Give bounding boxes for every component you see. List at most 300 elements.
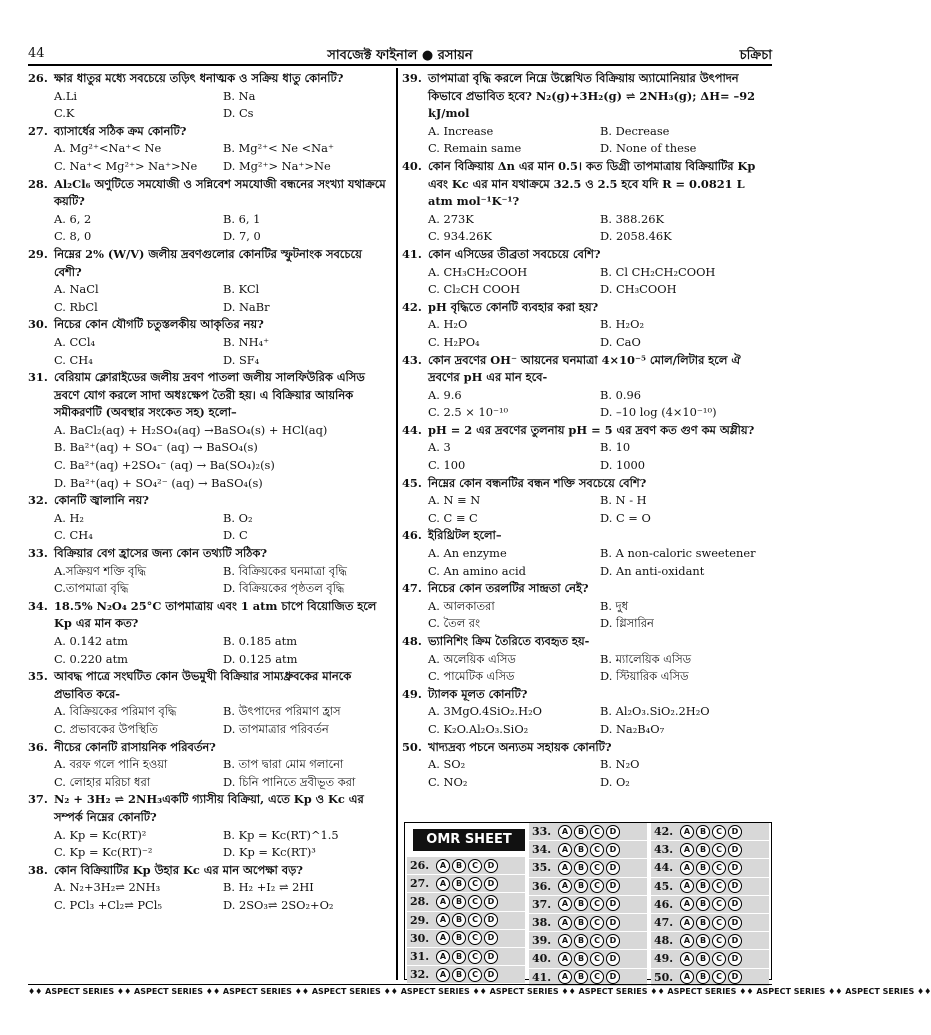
option-list: [402, 492, 772, 527]
answer-option[interactable]: C. পামেটিক এসিড: [428, 669, 515, 684]
answer-option[interactable]: C. H₂PO₄: [428, 334, 480, 349]
omr-question-number: 35.: [532, 861, 552, 875]
answer-option[interactable]: A. CH₃CH₂COOH: [428, 264, 528, 279]
omr-bubble[interactable]: B: [574, 861, 588, 875]
omr-bubble[interactable]: A: [558, 879, 572, 893]
omr-bubble[interactable]: D: [606, 825, 620, 839]
answer-option[interactable]: B. Al₂O₃.SiO₂.2H₂O: [600, 704, 710, 719]
answer-option[interactable]: D. চিনি পানিতে দ্রবীভূত করা: [223, 774, 356, 789]
question-text: ট্যালক মূলত কোনটি?: [428, 686, 528, 701]
omr-question-number: 34.: [532, 843, 552, 857]
option-list: [28, 281, 392, 316]
question-text: কোন বিক্রিয়ায় Δn এর মান 0.5। কত ডিগ্রী তাপমাত্রায় বিক্রিয়াটির Kp এবং Kc এর মান যথাক্রমে 32.5 ও 2.5 হবে যদি R = 0.0821 L atm mol⁻¹K⁻¹?: [428, 158, 756, 209]
omr-bubble[interactable]: C: [590, 934, 604, 948]
question-number: 26.: [28, 71, 48, 85]
omr-bubble[interactable]: A: [680, 897, 694, 911]
answer-option[interactable]: B. N₂O: [600, 757, 640, 772]
answer-option[interactable]: A. 273K: [428, 211, 474, 226]
omr-bubble[interactable]: A: [436, 877, 450, 891]
answer-option[interactable]: A. 9.6: [428, 387, 462, 402]
omr-bubble[interactable]: C: [468, 931, 482, 945]
page-number: 44: [28, 46, 45, 61]
answer-option[interactable]: C. 934.26K: [428, 229, 492, 244]
answer-option[interactable]: D. C = O: [600, 510, 651, 525]
answer-option[interactable]: A. বরফ গলে পানি হওয়া: [54, 757, 168, 772]
omr-bubble[interactable]: A: [680, 952, 694, 966]
omr-bubble[interactable]: A: [680, 861, 694, 875]
answer-option[interactable]: A. বিক্রিয়কের পরিমাণ বৃদ্ধি: [54, 704, 177, 719]
omr-row: [529, 823, 647, 841]
answer-option[interactable]: A. Mg²⁺<Na⁺< Ne: [54, 141, 162, 156]
answer-option[interactable]: C. C ≡ C: [428, 510, 478, 525]
answer-option[interactable]: A. SO₂: [428, 757, 466, 772]
question-stem: [402, 580, 772, 598]
answer-option[interactable]: D. 1000: [600, 458, 645, 473]
answer-option[interactable]: D. 0.125 atm: [223, 651, 298, 666]
option-list: [28, 422, 392, 492]
answer-option[interactable]: C. Cl₂CH COOH: [428, 282, 521, 297]
omr-bubble[interactable]: D: [606, 934, 620, 948]
answer-option[interactable]: B. বিক্রিয়কের ঘনমাত্রা বৃদ্ধি: [223, 563, 347, 578]
answer-option[interactable]: D. –10 log (4×10⁻¹⁰): [600, 405, 717, 420]
answer-option[interactable]: B. N - H: [600, 493, 647, 508]
omr-bubble[interactable]: A: [680, 934, 694, 948]
answer-option[interactable]: D. CaO: [600, 334, 641, 349]
omr-question-number: 41.: [532, 970, 552, 984]
answer-option[interactable]: B. Cl CH₂CH₂COOH: [600, 264, 716, 279]
omr-question-number: 45.: [654, 879, 674, 893]
question-stem: [28, 246, 392, 281]
answer-option[interactable]: D. C: [223, 528, 248, 543]
omr-bubble[interactable]: C: [590, 952, 604, 966]
answer-option[interactable]: D. তাপমাত্রার পরিবর্তন: [223, 721, 329, 736]
answer-option[interactable]: B. Mg²⁺< Ne <Na⁺: [223, 141, 334, 156]
question-number: 49.: [402, 686, 422, 701]
omr-bubble[interactable]: D: [728, 879, 742, 893]
omr-bubble[interactable]: D: [484, 913, 498, 927]
answer-option[interactable]: A. NaCl: [54, 282, 99, 297]
right-question-column: [402, 70, 772, 791]
question-item: [402, 633, 772, 686]
question-item: [28, 123, 392, 176]
omr-bubble[interactable]: B: [696, 934, 710, 948]
answer-option[interactable]: D. Mg²⁺> Na⁺>Ne: [223, 158, 331, 173]
omr-question-number: 38.: [532, 916, 552, 930]
question-text: ব্যাসার্ধের সঠিক ক্রম কোনটি?: [54, 123, 187, 138]
omr-bubble[interactable]: D: [728, 934, 742, 948]
answer-option[interactable]: A. BaCl₂(aq) + H₂SO₄(aq) →BaSO₄(s) + HCl(aq): [54, 422, 328, 437]
answer-option[interactable]: C. প্রভাবকের উপস্থিতি: [54, 721, 158, 736]
question-text: বেরিয়াম ক্লোরাইডের জলীয় দ্রবণ পাতলা জলীয় সালফিউরিক এসিড দ্রবণে যোগ করলে সাদা অধঃক্ষেপ তৈরী হয়। এ বিক্রিয়ার আয়নিক সমীকরণটি (অবস্থার সংকেত সহ) হলো–: [54, 370, 365, 420]
omr-bubble[interactable]: C: [590, 861, 604, 875]
omr-bubble[interactable]: D: [484, 877, 498, 891]
answer-option[interactable]: A. H₂: [54, 510, 84, 525]
omr-bubble[interactable]: A: [558, 952, 572, 966]
answer-option[interactable]: A. 3: [428, 440, 451, 455]
answer-option[interactable]: D. Cs: [223, 106, 254, 121]
omr-row: [407, 875, 525, 893]
omr-bubble[interactable]: B: [696, 897, 710, 911]
question-text: নিচের কোন তরলটির সান্দ্রতা নেই?: [428, 581, 589, 596]
answer-option[interactable]: D. O₂: [600, 774, 630, 789]
omr-bubble[interactable]: C: [468, 877, 482, 891]
omr-bubble[interactable]: B: [574, 970, 588, 984]
question-item: [402, 352, 772, 422]
omr-row: [651, 823, 769, 841]
omr-sheet: [404, 822, 772, 984]
omr-bubble[interactable]: D: [606, 879, 620, 893]
question-number: 50.: [402, 739, 422, 754]
omr-bubble[interactable]: A: [558, 861, 572, 875]
question-text: কোনটি জ্বালানি নয়?: [54, 493, 149, 508]
answer-option[interactable]: B. 0.185 atm: [223, 634, 298, 648]
option-list: [28, 334, 392, 369]
answer-option[interactable]: D. স্টিয়ারিক এসিড: [600, 669, 689, 684]
omr-question-number: 36.: [532, 879, 552, 893]
answer-option[interactable]: B. H₂ +I₂ ⇌ 2HI: [223, 880, 314, 895]
omr-bubble[interactable]: B: [452, 877, 466, 891]
question-item: [402, 527, 772, 580]
answer-option[interactable]: C. 8, 0: [54, 229, 92, 244]
omr-row: [529, 841, 647, 859]
omr-bubble[interactable]: D: [484, 950, 498, 964]
answer-option[interactable]: C. লোহার মরিচা ধরা: [54, 774, 151, 789]
question-item: [402, 422, 772, 475]
omr-bubble[interactable]: D: [728, 897, 742, 911]
question-text: নিচের কোন যৌগটি চতুস্তলকীয় আকৃতির নয়?: [54, 317, 264, 332]
question-item: [28, 70, 392, 123]
omr-bubble[interactable]: A: [558, 934, 572, 948]
answer-option[interactable]: B. Ba²⁺(aq) + SO₄⁻ (aq) → BaSO₄(s): [54, 440, 258, 455]
omr-bubble[interactable]: C: [712, 861, 726, 875]
question-stem: [28, 545, 392, 563]
question-number: 42.: [402, 299, 422, 314]
omr-bubble[interactable]: D: [606, 861, 620, 875]
answer-option[interactable]: B. NH₄⁺: [223, 334, 270, 349]
omr-question-number: 43.: [654, 843, 674, 857]
answer-option[interactable]: B. তাপ দ্বারা মোম গলানো: [223, 757, 344, 772]
omr-bubble[interactable]: C: [712, 843, 726, 857]
answer-option[interactable]: D. Na₂B₄O₇: [600, 721, 665, 736]
omr-row: [407, 966, 525, 984]
answer-option[interactable]: C. An amino acid: [428, 563, 526, 578]
answer-option[interactable]: D. An anti-oxidant: [600, 563, 705, 578]
answer-option[interactable]: A. Increase: [428, 123, 494, 138]
answer-option[interactable]: D. 7, 0: [223, 229, 261, 244]
question-item: [28, 668, 392, 738]
answer-option[interactable]: D. বিক্রিয়কের পৃষ্ঠতল বৃদ্ধি: [223, 581, 345, 596]
question-text: নীচের কোনটি রাসায়নিক পরিবর্তন?: [54, 739, 216, 754]
option-list: [402, 545, 772, 580]
answer-option[interactable]: C.K: [54, 106, 75, 121]
question-number: 45.: [402, 475, 422, 490]
omr-question-number: 31.: [410, 950, 430, 964]
omr-bubble[interactable]: C: [468, 913, 482, 927]
omr-question-number: 40.: [532, 952, 552, 966]
omr-bubble[interactable]: A: [436, 950, 450, 964]
answer-option[interactable]: C. CH₄: [54, 528, 93, 543]
omr-bubble[interactable]: A: [680, 916, 694, 930]
answer-option[interactable]: A. N ≡ N: [428, 493, 481, 508]
question-item: [402, 70, 772, 158]
omr-question-number: 44.: [654, 861, 674, 875]
omr-title: OMR SHEET: [413, 829, 525, 851]
omr-bubble[interactable]: D: [728, 970, 742, 984]
question-text: আবদ্ধ পাত্রে সংঘটিত কোন উভমুখী বিক্রিয়ার সাম্যধ্রুবকের মানকে প্রভাবিত করে-: [54, 669, 352, 701]
option-list: [28, 756, 392, 791]
answer-option[interactable]: A.সক্রিয়ণ শক্তি বৃদ্ধি: [54, 563, 147, 578]
answer-option[interactable]: C. Na⁺< Mg²⁺> Na⁺>Ne: [54, 158, 198, 173]
omr-row: [651, 878, 769, 896]
answer-option[interactable]: C. তৈল রং: [428, 616, 480, 631]
answer-option[interactable]: B. উৎপাদের পরিমাণ হ্রাস: [223, 704, 341, 719]
omr-row: [407, 948, 525, 966]
answer-option[interactable]: A. CCl₄: [54, 334, 96, 349]
answer-option[interactable]: B. দুধ: [600, 598, 628, 613]
answer-option[interactable]: A. আলকাতরা: [428, 598, 495, 613]
question-stem: [402, 527, 772, 545]
omr-bubble[interactable]: C: [590, 843, 604, 857]
question-text: নিম্নের 2% (W/V) জলীয় দ্রবণগুলোর কোনটির স্ফুটনাংক সবচেয়ে বেশী?: [54, 246, 362, 279]
answer-option[interactable]: A. H₂O: [428, 317, 468, 332]
omr-bubble[interactable]: B: [696, 825, 710, 839]
omr-bubble[interactable]: A: [680, 879, 694, 893]
answer-option[interactable]: D. NaBr: [223, 299, 270, 314]
omr-bubble[interactable]: A: [558, 825, 572, 839]
omr-bubble[interactable]: D: [484, 895, 498, 909]
answer-option[interactable]: C. Ba²⁺(aq) +2SO₄⁻ (aq) → Ba(SO₄)₂(s): [54, 458, 275, 473]
omr-bubble[interactable]: B: [574, 825, 588, 839]
omr-bubble[interactable]: D: [484, 968, 498, 982]
omr-bubble[interactable]: D: [484, 859, 498, 873]
answer-option[interactable]: B. Kp = Kc(RT)^1.5: [223, 827, 339, 842]
omr-bubble[interactable]: A: [436, 895, 450, 909]
answer-option[interactable]: C. NO₂: [428, 774, 468, 789]
omr-bubble[interactable]: A: [680, 843, 694, 857]
answer-option[interactable]: A. Kp = Kc(RT)²: [54, 827, 147, 842]
omr-bubble[interactable]: D: [728, 861, 742, 875]
omr-bubble[interactable]: D: [484, 931, 498, 945]
question-number: 35.: [28, 669, 48, 684]
omr-bubble[interactable]: B: [452, 895, 466, 909]
answer-option[interactable]: C. RbCl: [54, 299, 98, 314]
omr-bubble[interactable]: A: [436, 913, 450, 927]
omr-bubble[interactable]: D: [728, 843, 742, 857]
question-item: [28, 176, 392, 246]
answer-option[interactable]: A. N₂+3H₂⇌ 2NH₃: [54, 880, 161, 895]
question-stem: [402, 739, 772, 757]
omr-bubble[interactable]: A: [436, 859, 450, 873]
omr-bubble[interactable]: B: [452, 913, 466, 927]
omr-bubble[interactable]: D: [728, 952, 742, 966]
answer-option[interactable]: D. None of these: [600, 141, 697, 156]
answer-option[interactable]: B. Na: [223, 88, 256, 103]
answer-option[interactable]: B. H₂O₂: [600, 317, 645, 332]
question-number: 31.: [28, 370, 48, 385]
omr-bubble[interactable]: A: [558, 843, 572, 857]
omr-bubble[interactable]: B: [696, 952, 710, 966]
footer-series-strip: ♦♦ ASPECT SERIES ♦♦ ASPECT SERIES ♦♦ ASPECT SERIES ♦♦ ASPECT SERIES ♦♦ ASPECT SERIES ♦♦ ASPECT SERIES ♦♦ ASPECT SERIES ♦♦ ASPECT SERIES ♦♦ ASPECT SERIES ♦♦ ASPECT SERIES ♦♦: [28, 984, 772, 999]
omr-bubble[interactable]: B: [574, 879, 588, 893]
question-item: [28, 598, 392, 668]
answer-option[interactable]: C. 2.5 × 10⁻¹⁰: [428, 405, 509, 420]
question-text: ভ্যানিশিং ক্রিম তৈরিতে ব্যবহৃত হয়-: [428, 634, 590, 648]
answer-option[interactable]: A. 0.142 atm: [54, 634, 128, 648]
omr-row: [407, 857, 525, 875]
omr-bubble[interactable]: A: [680, 970, 694, 984]
omr-question-number: 50.: [654, 970, 674, 984]
omr-question-number: 28.: [410, 895, 430, 909]
omr-bubble[interactable]: D: [728, 825, 742, 839]
omr-bubble[interactable]: B: [696, 879, 710, 893]
answer-option[interactable]: B. 10: [600, 440, 631, 455]
answer-option[interactable]: C. PCl₃ +Cl₂⇌ PCl₅: [54, 897, 162, 912]
answer-option[interactable]: B. 6, 1: [223, 211, 261, 226]
question-item: [28, 246, 392, 316]
answer-option[interactable]: D. Kp = Kc(RT)³: [223, 845, 316, 860]
omr-bubble[interactable]: C: [712, 970, 726, 984]
answer-option[interactable]: D. গ্লিসারিন: [600, 616, 654, 631]
omr-bubble[interactable]: C: [712, 825, 726, 839]
omr-bubble[interactable]: A: [558, 897, 572, 911]
option-list: [402, 756, 772, 791]
omr-bubble[interactable]: B: [452, 931, 466, 945]
answer-option[interactable]: D. SF₄: [223, 352, 260, 367]
answer-option[interactable]: D. Ba²⁺(aq) + SO₄²⁻ (aq) → BaSO₄(s): [54, 475, 263, 490]
omr-bubble[interactable]: C: [468, 895, 482, 909]
omr-bubble[interactable]: B: [696, 843, 710, 857]
omr-bubble[interactable]: C: [590, 879, 604, 893]
omr-question-number: 33.: [532, 825, 552, 839]
omr-bubble[interactable]: B: [696, 970, 710, 984]
answer-option[interactable]: C. 0.220 atm: [54, 651, 128, 666]
question-number: 28.: [28, 176, 48, 191]
omr-bubble[interactable]: A: [436, 968, 450, 982]
answer-option[interactable]: D. 2058.46K: [600, 229, 672, 244]
omr-row: [651, 859, 769, 877]
omr-bubble[interactable]: A: [680, 825, 694, 839]
answer-option[interactable]: A. অলেয়িক এসিড: [428, 651, 516, 666]
omr-column-3: [651, 823, 769, 987]
omr-bubble[interactable]: C: [712, 879, 726, 893]
answer-option[interactable]: B. ম্যালেয়িক এসিড: [600, 651, 691, 666]
omr-bubble[interactable]: C: [590, 916, 604, 930]
omr-bubble[interactable]: C: [468, 950, 482, 964]
omr-bubble[interactable]: A: [558, 916, 572, 930]
option-list: [402, 651, 772, 686]
omr-bubble[interactable]: A: [558, 970, 572, 984]
omr-bubble[interactable]: C: [712, 916, 726, 930]
answer-option[interactable]: C. 100: [428, 458, 466, 473]
option-list: [28, 88, 392, 123]
question-number: 27.: [28, 123, 48, 138]
question-number: 40.: [402, 158, 422, 173]
question-text: নিম্নের কোন বন্ধনটির বন্ধন শক্তি সবচেয়ে বেশি?: [428, 475, 647, 490]
question-stem: [402, 633, 772, 651]
question-number: 39.: [402, 71, 422, 85]
omr-bubble[interactable]: D: [606, 897, 620, 911]
answer-option[interactable]: D. 2SO₃⇌ 2SO₂+O₂: [223, 897, 334, 912]
omr-bubble[interactable]: C: [712, 934, 726, 948]
question-stem: [402, 352, 772, 387]
answer-option[interactable]: B. Decrease: [600, 123, 670, 138]
omr-bubble[interactable]: B: [696, 916, 710, 930]
answer-option[interactable]: B. 388.26K: [600, 211, 664, 226]
omr-bubble[interactable]: B: [574, 934, 588, 948]
question-number: 48.: [402, 634, 422, 648]
answer-option[interactable]: A. 6, 2: [54, 211, 92, 226]
answer-option[interactable]: A.Li: [54, 88, 78, 103]
omr-bubble[interactable]: B: [574, 897, 588, 911]
answer-option[interactable]: A. An enzyme: [428, 546, 507, 561]
question-number: 47.: [402, 581, 422, 596]
page-header: [28, 44, 772, 66]
omr-bubble[interactable]: C: [712, 897, 726, 911]
question-number: 30.: [28, 317, 48, 332]
omr-bubble[interactable]: D: [728, 916, 742, 930]
omr-bubble[interactable]: B: [574, 916, 588, 930]
omr-bubble[interactable]: B: [574, 952, 588, 966]
omr-question-number: 49.: [654, 952, 674, 966]
omr-bubble[interactable]: C: [590, 825, 604, 839]
question-text: বিক্রিয়ার বেগ হ্রাসের জন্য কোন তথ্যটি সঠিক?: [54, 546, 268, 561]
omr-bubble[interactable]: B: [452, 968, 466, 982]
omr-row: [651, 896, 769, 914]
omr-bubble[interactable]: C: [590, 970, 604, 984]
answer-option[interactable]: C. CH₄: [54, 352, 93, 367]
omr-bubble[interactable]: B: [452, 950, 466, 964]
question-stem: [28, 739, 392, 757]
omr-bubble[interactable]: C: [468, 859, 482, 873]
option-list: [402, 264, 772, 299]
question-stem: [28, 176, 392, 211]
question-text: Al₂Cl₆ অণুটিতে সমযোজী ও সন্নিবেশ সমযোজী বন্ধনের সংখ্যা যথাক্রমে কয়টি?: [54, 176, 386, 209]
answer-option[interactable]: B. A non-caloric sweetener: [600, 546, 756, 561]
omr-bubble[interactable]: B: [696, 861, 710, 875]
answer-option[interactable]: B. 0.96: [600, 387, 641, 402]
omr-question-number: 26.: [410, 859, 430, 873]
answer-option[interactable]: C. Kp = Kc(RT)⁻²: [54, 845, 153, 860]
answer-option[interactable]: B. O₂: [223, 510, 253, 525]
omr-bubble[interactable]: C: [712, 952, 726, 966]
option-list: [402, 316, 772, 351]
answer-option[interactable]: C.তাপমাত্রা বৃদ্ধি: [54, 581, 129, 596]
question-item: [402, 475, 772, 528]
omr-bubble[interactable]: B: [452, 859, 466, 873]
option-list: [28, 563, 392, 598]
question-stem: [402, 686, 772, 704]
omr-bubble[interactable]: B: [574, 843, 588, 857]
question-text: N₂ + 3H₂ ⇌ 2NH₃একটি গ্যাসীয় বিক্রিয়া, এতে Kp ও Kc এর সম্পর্ক নিম্নের কোনটি?: [54, 792, 364, 824]
answer-option[interactable]: A. 3MgO.4SiO₂.H₂O: [428, 704, 543, 719]
answer-option[interactable]: B. KCl: [223, 282, 260, 297]
omr-bubble[interactable]: A: [436, 931, 450, 945]
omr-bubble[interactable]: D: [606, 916, 620, 930]
omr-bubble[interactable]: C: [590, 897, 604, 911]
omr-bubble[interactable]: D: [606, 952, 620, 966]
question-item: [402, 299, 772, 352]
omr-column-2: [529, 823, 647, 987]
omr-bubble[interactable]: D: [606, 970, 620, 984]
answer-option[interactable]: D. CH₃COOH: [600, 282, 677, 297]
omr-bubble[interactable]: D: [606, 843, 620, 857]
omr-bubble[interactable]: C: [468, 968, 482, 982]
brand-label: চক্রিচা: [739, 48, 772, 63]
omr-question-number: 48.: [654, 934, 674, 948]
answer-option[interactable]: C. K₂O.Al₂O₃.SiO₂: [428, 721, 529, 736]
option-list: [28, 211, 392, 246]
answer-option[interactable]: C. Remain same: [428, 141, 522, 156]
